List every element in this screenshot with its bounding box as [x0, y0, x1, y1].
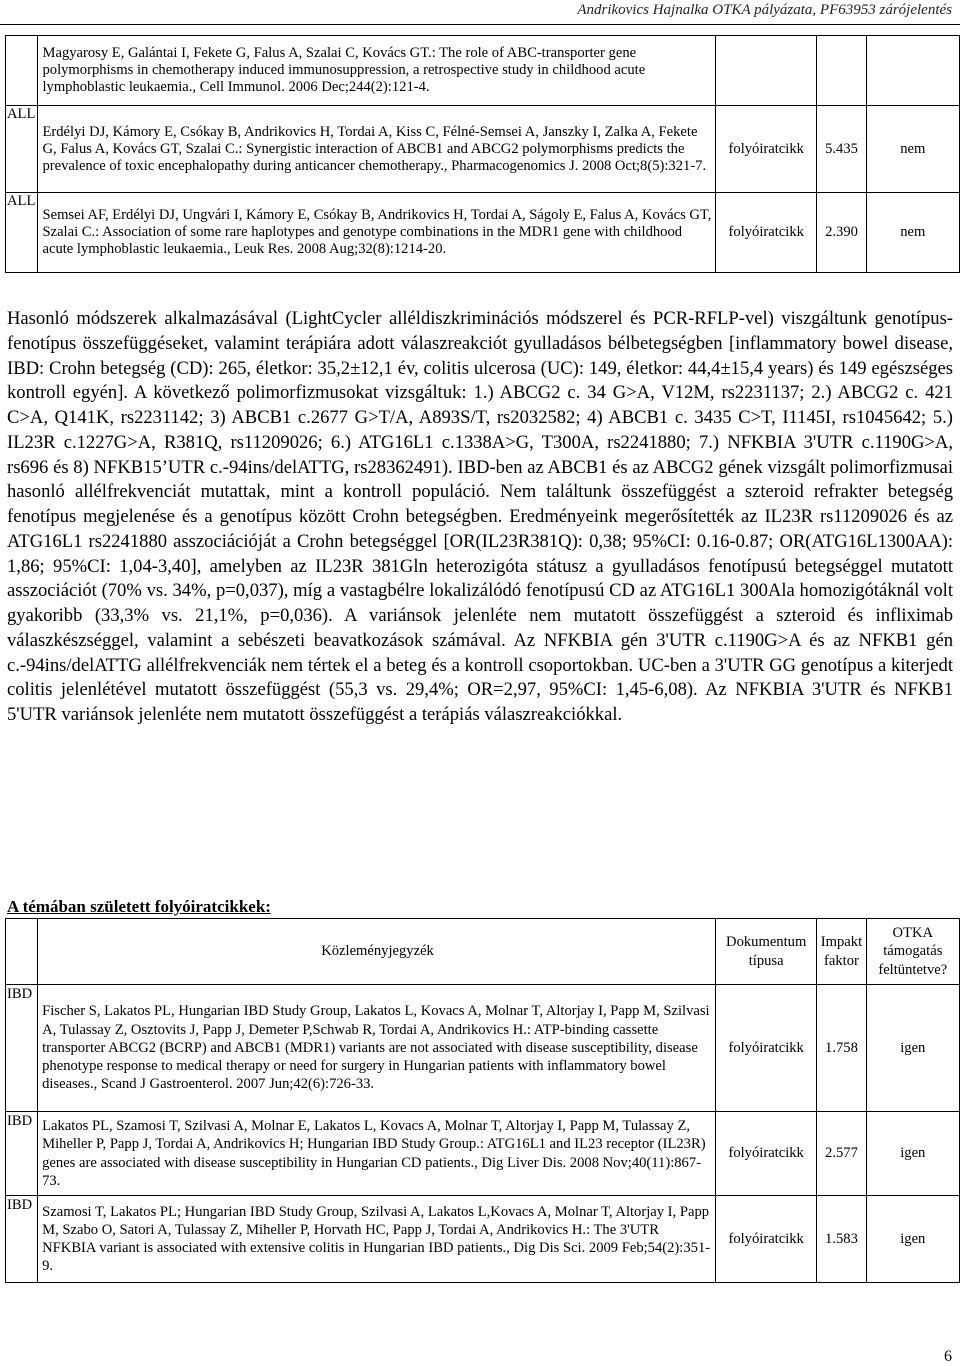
otka-support-cell: igen [866, 1112, 959, 1196]
category-cell: IBD [6, 1112, 38, 1196]
table-row [6, 1112, 960, 1196]
top-publications-table [5, 35, 960, 273]
doc-type-cell: folyóiratcikk [715, 985, 816, 1112]
impact-factor-cell: 2.577 [817, 1112, 866, 1196]
table-row [6, 985, 960, 1112]
table-row [6, 36, 960, 106]
table-row [6, 193, 960, 273]
reference-cell: Magyarosy E, Galántai I, Fekete G, Falus A, Szalai C, Kovács GT.: The role of ABC-transporter gene polymorphisms in chemotherapy induced immunosuppression, a retrospective study in childhood acute lymphoblastic leukaemia., Cell Immunol. 2006 Dec;244(2):121-4. [38, 36, 716, 106]
reference-cell: Lakatos PL, Szamosi T, Szilvasi A, Molnar E, Lakatos L, Kovacs A, Molnar T, Altorjay I, Papp M, Tulassay Z, Miheller P, Papp J, Tordai A, Andrikovics H; Hungarian IBD Study Group.: ATG16L1 and IL23 receptor (IL23R) genes are associated with disease susceptibility in Hungarian CD patients., Dig Liver Dis. 2008 Nov;40(11):867-73. [38, 1112, 716, 1196]
section-title: A témában született folyóiratcikkek: [7, 897, 271, 916]
impact-factor-cell: 5.435 [817, 106, 866, 193]
doc-type-cell: folyóiratcikk [716, 193, 817, 273]
impact-factor-cell [817, 36, 866, 106]
doc-type-cell: folyóiratcikk [715, 1112, 816, 1196]
table-header-row [6, 919, 960, 985]
otka-support-cell: igen [866, 1196, 959, 1283]
category-cell [6, 36, 38, 106]
category-cell: IBD [6, 985, 38, 1112]
header-cell-otka: OTKA támogatás feltüntetve? [866, 919, 959, 985]
otka-support-cell: nem [866, 106, 959, 193]
category-cell: ALL [6, 193, 38, 273]
reference-cell: Semsei AF, Erdélyi DJ, Ungvári I, Kámory E, Csókay B, Andrikovics H, Tordai A, Ságoly E, Falus A, Kovács GT, Szalai C.: Association of some rare haplotypes and genotype combinations in the MDR1 gene with childhood acute lymphoblastic leukaemia., Leuk Res. 2008 Aug;32(8):1214-20. [38, 193, 716, 273]
running-header: Andrikovics Hajnalka OTKA pályázata, PF63953 zárójelentés [577, 2, 952, 18]
doc-type-cell: folyóiratcikk [716, 106, 817, 193]
doc-type-cell [716, 36, 817, 106]
table-row [6, 106, 960, 193]
reference-cell: Erdélyi DJ, Kámory E, Csókay B, Andrikovics H, Tordai A, Kiss C, Félné-Semsei A, Janszky I, Zalka A, Fekete G, Falus A, Kovács GT, Szalai C.: Synergistic interaction of ABCB1 and ABCG2 polymorphisms predicts the prevalence of toxic encephalopathy during anticancer chemotherapy., Pharmacogenomics J. 2008 Oct;8(5):321-7. [38, 106, 716, 193]
header-rule [0, 24, 960, 25]
header-cell-doc-type: Dokumentum típusa [715, 919, 816, 985]
reference-cell: Szamosi T, Lakatos PL; Hungarian IBD Study Group, Szilvasi A, Lakatos L,Kovacs A, Molnar T, Altorjay I, Papp M, Szabo O, Satori A, Tulassay Z, Miheller P, Horvath HC, Papp J, Tordai A, Andrikovics H.: The 3'UTR NFKBIA variant is associated with extensive colitis in Hungarian IBD patients., Dig Dis Sci. 2009 Feb;54(2):351-9. [38, 1196, 716, 1283]
table-row [6, 1196, 960, 1283]
otka-support-cell [866, 36, 959, 106]
otka-support-cell: igen [866, 985, 959, 1112]
page-number: 6 [944, 1348, 952, 1365]
category-cell: IBD [6, 1196, 38, 1283]
impact-factor-cell: 1.758 [817, 985, 866, 1112]
reference-cell: Fischer S, Lakatos PL, Hungarian IBD Study Group, Lakatos L, Kovacs A, Molnar T, Altorjay I, Papp M, Szilvasi A, Tulassay Z, Osztovits J, Papp J, Demeter P,Schwab R, Tordai A, Andrikovics H.: ATP-binding cassette transporter ABCG2 (BCRP) and ABCB1 (MDR1) variants are not associated with disease susceptibility, disease phenotype response to medical therapy or need for surgery in Hungarian patients with inflammatory bowel diseases., Scand J Gastroenterol. 2007 Jun;42(6):726-33. [38, 985, 716, 1112]
header-cell-impact: Impakt faktor [817, 919, 866, 985]
doc-type-cell: folyóiratcikk [715, 1196, 816, 1283]
impact-factor-cell: 2.390 [817, 193, 866, 273]
ibd-publications-table [5, 918, 960, 1283]
header-cell-reference: Közleményjegyzék [38, 919, 716, 985]
otka-support-cell: nem [866, 193, 959, 273]
impact-factor-cell: 1.583 [817, 1196, 866, 1283]
category-cell: ALL [6, 106, 38, 193]
header-cell-category [6, 919, 38, 985]
results-paragraph: Hasonló módszerek alkalmazásával (LightCycler alléldiszkriminációs módszerel és PCR-RFLP-vel) viszgáltunk genotípus-fenotípus összefüggéseket, valamint terápiára adott válaszreakciót gyulladásos bélbetegségben [inflammatory bowel disease, IBD: Crohn betegség (CD): 265, életkor: 35,2±12,1 év, colitis ulcerosa (UC): 149, életkor: 44,4±15,4 years) és 149 egészséges kontroll egyén]. A következő polimorfizmusokat vizsgáltuk: 1.) ABCG2 c. 34 G>A, V12M, rs2231137; 2.) ABCG2 c. 421 C>A, Q141K, rs2231142; 3) ABCB1 c.2677 G>T/A, A893S/T, rs2032582; 4) ABCB1 c. 3435 C>T, I1145I, rs1045642; 5.) IL23R c.1227G>A, R381Q, rs11209026; 6.) ATG16L1 c.1338A>G, T300A, rs2241880; 7.) NFKBIA 3'UTR c.1190G>A, rs696 és 8) NFKB15’UTR c.-94ins/delATTG, rs28362491). IBD-ben az ABCB1 és az ABCG2 gének vizsgált polimorfizmusai hasonló allélfrekvenciát mutattak, mint a kontroll populáció. Nem találtunk összefüggést a szteroid refrakter betegség fenotípus megjelenése és a genotípus között Crohn betegségben. Eredményeink megerősítették az IL23R rs11209026 és az ATG16L1 rs2241880 asszociációját a Crohn betegséggel [OR(IL23R381Q): 0,38; 95%CI: 0.16-0.87; OR(ATG16L1300AA): 1,86; 95%CI: 1,04-3,40], amelyben az IL23R 381Gln heterozigóta státusz a gyulladásos fenotípusú betegséggel mutatott asszociációt (70% vs. 34%, p=0,037), míg a vastagbélre lokalizálódó fenotípusú CD az ATG16L1 300Ala homozigótáknál volt gyakoribb (33,3% vs. 21,1%, p=0,036). A variánsok jelenléte nem mutatott összefüggést a szteroid és infliximab válaszkészséggel, valamint a sebészeti beavatkozások számával. Az NFKBIA gén 3'UTR c.1190G>A és az NFKB1 gén c.-94ins/delATTG allélfrekvenciák nem tértek el a beteg és a kontroll csoportokban. UC-ben a 3'UTR GG genotípus a kiterjedt colitis jelenlétével mutatott összefüggést (55,3 vs. 29,4%; OR=2,97, 95%CI: 1,45-6,08). Az NFKBIA 3'UTR és NFKB1 5'UTR variánsok jelenléte nem mutatott összefüggést a terápiás válaszreakciókkal. [7, 308, 953, 725]
